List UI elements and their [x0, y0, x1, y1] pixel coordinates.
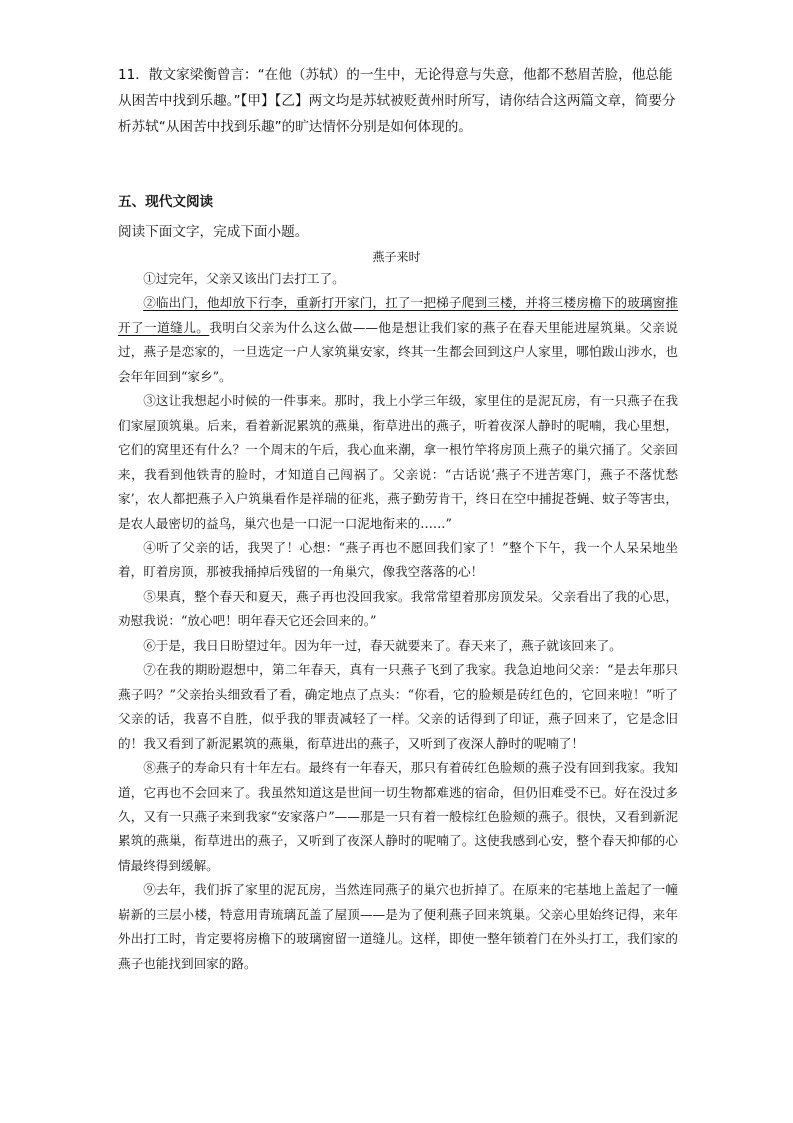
article-title: 燕子来时 — [372, 250, 421, 264]
paragraph-9: ⑨去年，我们拆了家里的泥瓦房，当然连同燕子的巢穴也折掉了。在原来的宅基地上盖起了一幢崭新的三层小楼，特意用青琉璃瓦盖了屋顶——是为了便利燕子回来筑巢。父亲心里始终记得，来年外出打工时，肯定要将房檐下的玻璃窗留一道缝儿。这样，即使一整年锁着门在外头打工，我们家的燕子也能找到回家的路。 — [118, 882, 678, 971]
paragraph-1: ①过完年，父亲又该出门去打工了。 — [143, 271, 345, 286]
article-body — [118, 267, 678, 976]
question-11 — [118, 62, 678, 140]
underlined-sentence: ②临出门，他却放下行李，重新打开家门，扛了一把梯子爬到三楼，并将三楼房檐下的玻璃窗推开了一道缝儿。 — [118, 295, 678, 335]
paragraph-2 — [118, 291, 678, 389]
section-title: 五、现代文阅读 — [118, 194, 214, 210]
paragraph-2-rest: 我明白父亲为什么这么做——他是想让我们家的燕子在春天里能进屋筑巢。父亲说过，燕子是恋家的，一旦选定一户人家筑巢安家，终其一生都会回到这户人家里，哪怕跋山涉水，也会年年回到“家乡”。 — [118, 319, 679, 384]
question-11-text: 11．散文家梁衡曾言：“在他（苏轼）的一生中，无论得意与失意，他都不愁眉苦脸，他总能从困苦中找到乐趣。”【甲】【乙】两文均是苏轼被贬黄州时所写，请你结合这两篇文章，简要分析苏轼“从困苦中找到乐趣”的旷达情怀分别是如何体现的。 — [118, 67, 676, 135]
paragraph-6: ⑥于是，我日日盼望过年。因为年一过，春天就要来了。春天来了，燕子就该回来了。 — [143, 637, 622, 653]
paragraph-3: ③这让我想起小时候的一件事来。那时，我上小学三年级，家里住的是泥瓦房，有一只燕子在我们家屋顶筑巢。后来，看着新泥累筑的燕巢，衔草进出的燕子，听着夜深人静时的呢喃，我心里想，它们的窝里还有什么？一个周末的午后，我心血来潮，拿一根竹竿将房顶上燕子的巢穴捅了。父亲回来，我看到他铁青的脸时，才知道自己闯祸了。父亲说：“古话说‘燕子不进苦寒门，燕子不落忧愁家’，农人都把燕子入户筑巢看作是祥瑞的征兆，燕子勤劳肯干，终日在空中捕捉苍蝇、蚊子等害虫，是农人最密切的益鸟，巢穴也是一口泥一口泥地衔来的……” — [118, 393, 678, 531]
paragraph-7: ⑦在我的期盼遐想中，第二年春天，真有一只燕子飞到了我家。我急迫地问父亲：“是去年那只燕子吗？”父亲抬头细致看了看，确定地点了点头：“你看，它的脸颊是砖红色的，它回来啦！”听了父亲的话，我喜不自胜，似乎我的罪责减轻了一样。父亲的话得到了印证，燕子回来了，它是念旧的！我又看到了新泥累筑的燕巢，衔草进出的燕子，又听到了夜深人静时的呢喃了！ — [118, 662, 678, 751]
paragraph-5: ⑤果真，整个春天和夏天，燕子再也没回我家。我常常望着那房顶发呆。父亲看出了我的心思，劝慰我说：“放心吧！明年春天它还会回来的。” — [118, 588, 678, 629]
paragraph-4: ④听了父亲的话，我哭了！心想：“燕子再也不愿回我们家了！”整个下午，我一个人呆呆地坐着，盯着房顶，那被我捅掉后残留的一角巢穴，像我空落落的心！ — [118, 539, 678, 580]
paragraph-8: ⑧燕子的寿命只有十年左右。最终有一年春天，那只有着砖红色脸颊的燕子没有回到我家。我知道，它再也不会回来了。我虽然知道这是世间一切生物都难逃的宿命，但仍旧难受不已。好在没过多久，又有一只燕子来到我家“安家落户”——那是一只有着一般棕红色脸颊的燕子。很快，又看到新泥累筑的燕巢，衔草进出的燕子，又听到了夜深人静时的呢喃了。这使我感到心安，整个春天抑郁的心情最终得到缓解。 — [118, 760, 678, 873]
reading-instruction: 阅读下面文字，完成下面小题。 — [118, 224, 309, 240]
